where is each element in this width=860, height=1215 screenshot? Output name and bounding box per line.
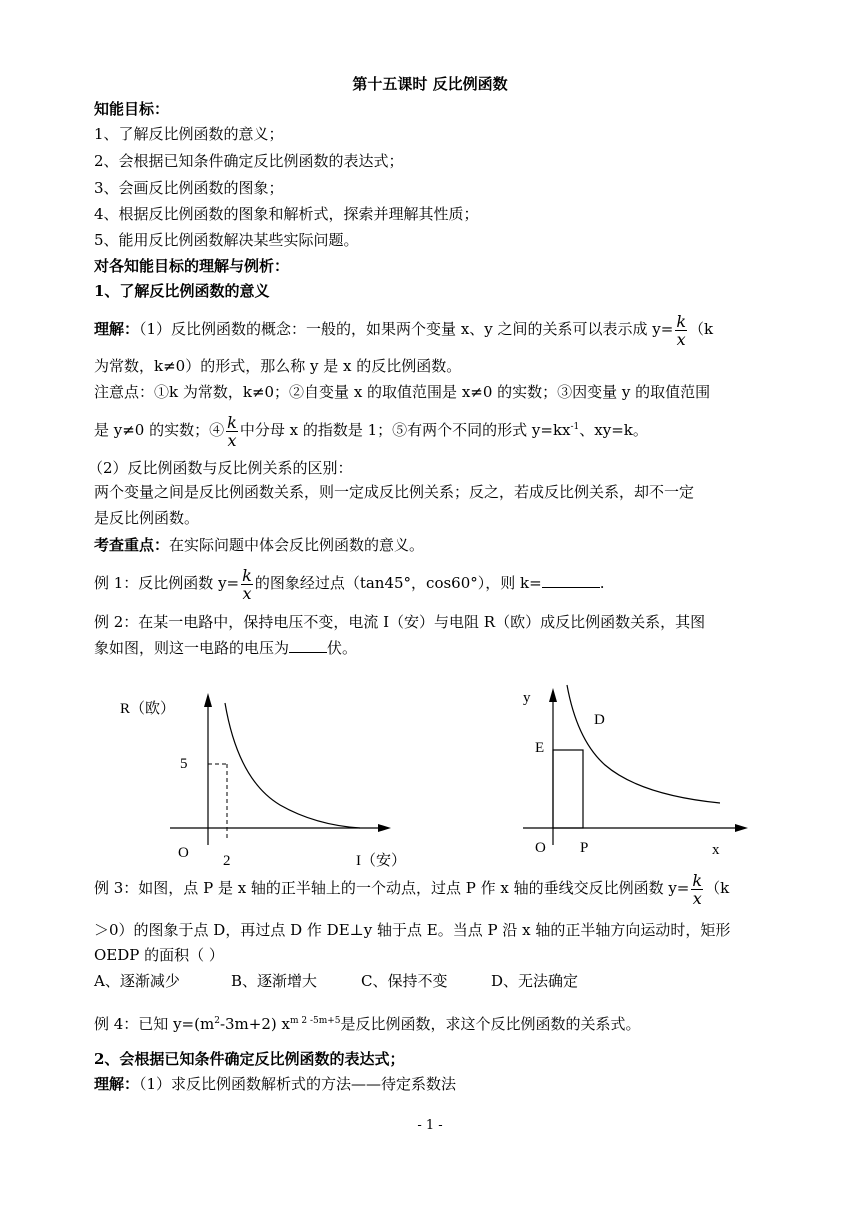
ex4-text-a: 例 4：已知 y=(m [94, 1015, 215, 1033]
objective-item: 1、了解反比例函数的意义； [94, 125, 284, 143]
understand-label: 理解： [94, 320, 140, 338]
ex3-line2: ＞0）的图象于点 D，再过点 D 作 DE⊥y 轴于点 E。当点 P 沿 x 轴的正半轴方向运动时，矩形 [94, 921, 731, 939]
graph1-y-label: R（欧） [120, 701, 176, 717]
fraction-numerator: k [676, 311, 687, 331]
ex3-options [94, 971, 578, 991]
diff-line2: 是反比例函数。 [94, 509, 200, 527]
notes-line1: 注意点：①k 为常数，k≠0；②自变量 x 的取值范围是 x≠0 的实数；③因变量 y 的取值范围 [94, 383, 711, 401]
fraction-k-over-x [691, 872, 703, 907]
objective-item: 4、根据反比例函数的图象和解析式，探索并理解其性质； [94, 205, 479, 223]
ex2-line2 [94, 638, 357, 658]
ex3-text-a: 例 3：如图，点 P 是 x 轴的正半轴上的一个动点，过点 P 作 x 轴的垂线交反比例函数 y= [94, 879, 690, 897]
concept-line2: 为常数，k≠0）的形式，那么称 y 是 x 的反比例函数。 [94, 357, 462, 375]
notes-line2 [94, 410, 648, 449]
analysis-heading: 对各知能目标的理解与例析： [94, 257, 290, 275]
answer-blank [289, 638, 327, 653]
diff-line1: 两个变量之间是反比例函数关系，则一定成反比例关系；反之，若成反比例关系，却不一定 [94, 483, 695, 501]
fraction-denominator: x [692, 888, 702, 908]
graph2-point-e: E [535, 740, 545, 756]
section2-line [94, 1074, 456, 1094]
graph2-y-label: y [523, 690, 531, 706]
focus-label: 考查重点： [94, 536, 170, 554]
graph-resistance-current [110, 685, 430, 875]
graph1-origin: O [178, 845, 189, 861]
graph2-origin: O [535, 840, 546, 856]
notes-exponent: -1 [570, 422, 580, 432]
focus-text: 在实际问题中体会反比例函数的意义。 [169, 536, 425, 554]
notes-text-b: 中分母 x 的指数是 1；⑤有两个不同的形式 y=kx [239, 421, 571, 439]
ex3-line1 [94, 871, 729, 907]
graph-rectangle-oedp [505, 680, 755, 870]
page-title: 第十五课时 反比例函数 [352, 75, 508, 93]
option-c: C、保持不变 [361, 972, 448, 990]
objective-item: 2、会根据已知条件确定反比例函数的表达式； [94, 152, 404, 170]
option-a: A、逐渐减少 [94, 972, 180, 990]
ex1-text-b: 的图象经过点（tan45°，cos60°），则 k= [254, 574, 542, 592]
graph2-point-d: D [594, 712, 605, 728]
diff-heading: （2）反比例函数与反比例关系的区别： [88, 459, 353, 477]
ex2-text-a: 象如图，则这一电路的电压为 [94, 639, 290, 657]
notes-text-a: 是 y≠0 的实数；④ [94, 421, 225, 439]
ex4-sup2: m 2 -5m+5 [289, 1016, 341, 1026]
ex2-text-b: 伏。 [327, 639, 358, 657]
ex4-sup1: 2 [214, 1016, 220, 1026]
objectives-heading: 知能目标： [94, 100, 170, 118]
concept-text: （1）反比例函数的概念：一般的，如果两个变量 x、y 之间的关系可以表示成 y= [139, 320, 674, 338]
fraction-denominator: x [242, 583, 252, 603]
concept-tail: （k [689, 320, 714, 338]
fraction-denominator: x [676, 329, 686, 349]
understand-label: 理解： [94, 1075, 140, 1093]
section2-text: （1）求反比例函数解析式的方法——待定系数法 [139, 1075, 457, 1093]
fraction-k-over-x [675, 313, 687, 348]
fraction-numerator: k [227, 412, 237, 432]
fraction-denominator: x [227, 430, 237, 450]
concept-line [94, 312, 713, 348]
graph1-y-tick: 5 [180, 756, 188, 772]
page-number: - 1 - [417, 1118, 443, 1133]
ex4-text-c: 是反比例函数，求这个反比例函数的关系式。 [340, 1015, 641, 1033]
notes-text-c: 、xy=k。 [579, 421, 648, 439]
example-1 [94, 566, 604, 602]
ex4-text-b: -3m+2) x [219, 1015, 290, 1033]
answer-blank [542, 573, 600, 588]
objective-item: 5、能用反比例函数解决某些实际问题。 [94, 231, 359, 249]
section1-heading: 1、了解反比例函数的意义 [94, 282, 270, 300]
graph2-point-p: P [580, 840, 589, 856]
objective-item: 3、会画反比例函数的图象； [94, 179, 284, 197]
graph1-x-label: I（安） [356, 853, 406, 869]
fraction-numerator: k [242, 565, 252, 585]
section2-heading: 2、会根据已知条件确定反比例函数的表达式； [94, 1050, 405, 1068]
ex3-line3: OEDP 的面积（ ） [94, 946, 224, 964]
graph1-x-tick: 2 [223, 853, 231, 869]
ex1-text-c: . [599, 574, 605, 592]
fraction-k-over-x [226, 414, 238, 449]
ex3-text-b: （k [705, 879, 730, 897]
fraction-numerator: k [692, 870, 703, 890]
fraction-k-over-x [241, 567, 253, 602]
graph2-x-label: x [712, 842, 720, 858]
option-b: B、逐渐增大 [231, 972, 318, 990]
ex2-line1: 例 2：在某一电路中，保持电压不变，电流 I（安）与电阻 R（欧）成反比例函数关系，其图 [94, 613, 706, 631]
example-4 [94, 1011, 641, 1034]
option-d: D、无法确定 [491, 972, 579, 990]
ex1-text-a: 例 1：反比例函数 y= [94, 574, 240, 592]
focus-line [94, 535, 424, 555]
